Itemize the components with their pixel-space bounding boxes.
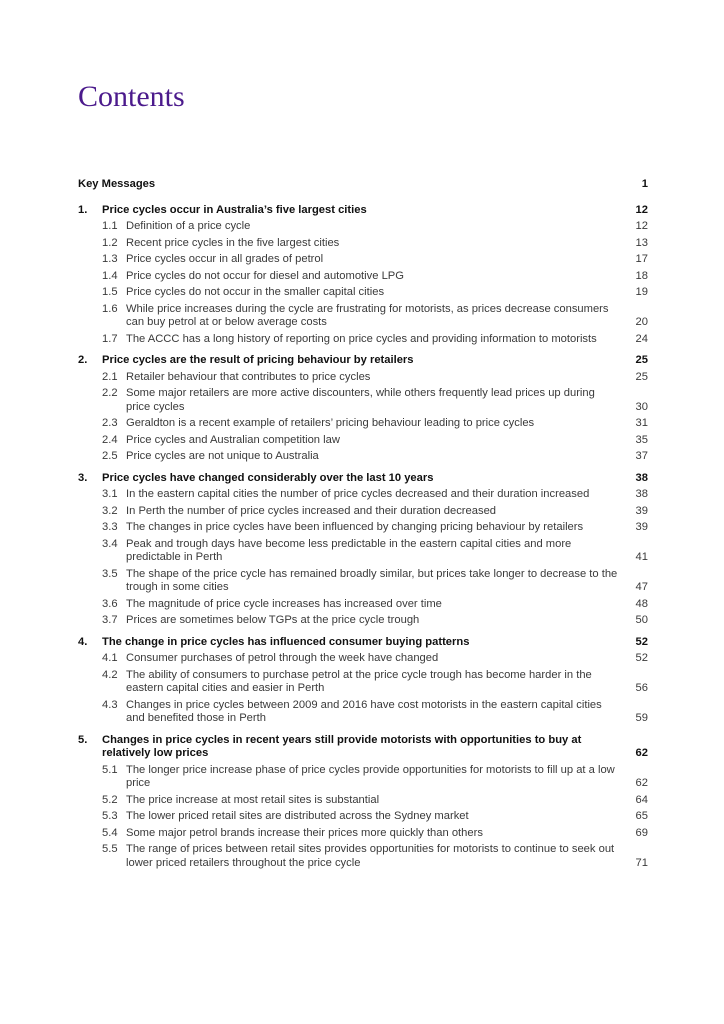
toc-subentry-label: Price cycles do not occur in the smaller capital cities xyxy=(126,286,385,298)
toc-section-number: 4. xyxy=(78,635,88,648)
toc-subentry-number: 1.7 xyxy=(102,332,118,345)
toc-subentry-label: Consumer purchases of petrol through the week have changed xyxy=(126,652,439,664)
toc-subentry-label: Recent price cycles in the five largest cities xyxy=(126,236,340,249)
toc-subentry[interactable] xyxy=(78,568,648,595)
toc-subentry-label: While price increases during the cycle are frustrating for motorists, as prices decrease consumers can buy petrol at or below average costs xyxy=(126,302,609,328)
toc-page-number: 71 xyxy=(635,856,648,869)
toc-subentry-number: 5.5 xyxy=(102,843,118,855)
toc-subentry-number: 1.4 xyxy=(102,269,118,282)
toc-subentry-number: 3.3 xyxy=(102,521,118,533)
toc-page-number: 12 xyxy=(635,220,648,232)
toc-subentry-label: The ACCC has a long history of reporting on price cycles and providing information to motorists xyxy=(126,332,597,345)
toc-page-number: 52 xyxy=(635,635,648,648)
toc-page-number: 13 xyxy=(635,236,648,249)
toc-subentry-number: 2.4 xyxy=(102,433,118,446)
toc-subentry-label: Peak and trough days have become less predictable in the eastern capital cities and more predictable in Perth xyxy=(126,537,572,563)
toc-page-number: 69 xyxy=(635,826,648,839)
toc-subentry[interactable] xyxy=(78,253,648,267)
toc-page-number: 62 xyxy=(635,747,648,759)
toc-page-number: 25 xyxy=(635,370,648,383)
toc-subentry-number: 1.5 xyxy=(102,286,118,298)
toc-section-heading[interactable] xyxy=(78,734,648,761)
toc-entry-label: Key Messages xyxy=(78,178,156,190)
toc-subentry[interactable] xyxy=(78,598,648,612)
page-title: Contents xyxy=(78,80,185,113)
toc-page-number: 38 xyxy=(635,471,648,484)
toc-subentry[interactable] xyxy=(78,699,648,726)
toc-subentry-number: 1.1 xyxy=(102,220,118,232)
toc-section-number: 5. xyxy=(78,733,88,746)
toc-subentry-number: 2.1 xyxy=(102,370,118,383)
toc-subentry-number: 3.5 xyxy=(102,567,118,580)
toc-subentry-label: Retailer behaviour that contributes to price cycles xyxy=(126,370,371,383)
toc-subentry-number: 5.3 xyxy=(102,810,118,822)
toc-page-number: 31 xyxy=(635,417,648,429)
toc-subentry[interactable] xyxy=(78,286,648,300)
toc-page-number: 1 xyxy=(641,178,648,190)
toc-page-number: 50 xyxy=(635,614,648,626)
toc-subentry-number: 4.3 xyxy=(102,698,118,711)
toc-section-label: The change in price cycles has influenced consumer buying patterns xyxy=(102,635,470,648)
toc-subentry-label: Some major petrol brands increase their prices more quickly than others xyxy=(126,826,483,839)
toc-subentry-label: Price cycles do not occur for diesel and automotive LPG xyxy=(126,269,404,282)
toc-section-4 xyxy=(78,636,648,726)
toc-section-1 xyxy=(78,204,648,347)
toc-page-number: 64 xyxy=(635,793,648,806)
toc-subentry-number: 2.2 xyxy=(102,387,118,399)
toc-subentry-label: The ability of consumers to purchase petrol at the price cycle trough has become harder in the eastern capital cities and easier in Perth xyxy=(126,668,592,694)
toc-page-number: 62 xyxy=(635,777,648,789)
toc-subentry-label: The magnitude of price cycle increases has increased over time xyxy=(126,597,442,610)
toc-subentry-label: The range of prices between retail sites provides opportunities for motorists to continue to seek out lower priced retailers throughout the price cycle xyxy=(126,843,615,869)
toc-subentry[interactable] xyxy=(78,371,648,385)
toc-subentry-label: In the eastern capital cities the number of price cycles decreased and their duration increased xyxy=(126,488,590,500)
toc-page-number: 52 xyxy=(635,652,648,664)
toc-page-number: 47 xyxy=(635,581,648,593)
toc-subentry[interactable] xyxy=(78,794,648,808)
toc-subentry-label: Geraldton is a recent example of retailers’ pricing behaviour leading to price cycles xyxy=(126,417,535,429)
toc-subentry[interactable] xyxy=(78,333,648,347)
toc-subentry-label: Price cycles occur in all grades of petrol xyxy=(126,253,324,265)
toc-page-number: 56 xyxy=(635,682,648,694)
toc-section-3 xyxy=(78,472,648,628)
toc-page-number: 39 xyxy=(635,504,648,517)
toc-subentry-label: Changes in price cycles between 2009 and 2016 have cost motorists in the eastern capital cities and benefited those in Perth xyxy=(126,698,602,724)
toc-section-heading[interactable] xyxy=(78,472,648,486)
toc-subentry-number: 4.1 xyxy=(102,652,118,664)
toc-page-number: 37 xyxy=(635,450,648,462)
toc-page-number: 59 xyxy=(635,712,648,724)
toc-subentry[interactable] xyxy=(78,220,648,234)
toc-section-2 xyxy=(78,354,648,464)
toc-subentry-label: Price cycles and Australian competition law xyxy=(126,433,340,446)
toc-subentry[interactable] xyxy=(78,505,648,519)
toc-subentry-label: The price increase at most retail sites is substantial xyxy=(126,793,380,806)
toc-page-number: 24 xyxy=(635,332,648,345)
toc-subentry[interactable] xyxy=(78,614,648,628)
toc-subentry[interactable] xyxy=(78,303,648,330)
toc-section-number: 1. xyxy=(78,203,88,216)
toc-subentry-label: The shape of the price cycle has remained broadly similar, but prices take longer to decrease to the trough in some cities xyxy=(126,567,618,593)
toc-section-label: Changes in price cycles in recent years still provide motorists with opportunities to buy at relatively low prices xyxy=(102,733,582,759)
toc-subentry-number: 3.1 xyxy=(102,488,118,500)
toc-page-number: 30 xyxy=(635,400,648,413)
toc-section-number: 3. xyxy=(78,471,88,484)
toc-subentry-number: 1.2 xyxy=(102,236,118,249)
toc-page-number: 20 xyxy=(635,316,648,328)
toc-page-number: 19 xyxy=(635,286,648,298)
toc-subentry-number: 3.2 xyxy=(102,504,118,517)
toc-section-heading[interactable] xyxy=(78,636,648,650)
toc-subentry[interactable] xyxy=(78,387,648,414)
toc-section-5 xyxy=(78,734,648,871)
toc-subentry[interactable] xyxy=(78,450,648,464)
toc-subentry-number: 5.4 xyxy=(102,826,118,839)
toc-section-label: Price cycles occur in Australia’s five largest cities xyxy=(102,203,367,216)
toc-section-heading[interactable] xyxy=(78,354,648,368)
toc-subentry-number: 4.2 xyxy=(102,668,118,681)
toc-page-number: 35 xyxy=(635,433,648,446)
toc-subentry-label: The changes in price cycles have been influenced by changing pricing behaviour by retailers xyxy=(126,521,584,533)
toc-subentry[interactable] xyxy=(78,237,648,251)
toc-section-heading[interactable] xyxy=(78,204,648,218)
toc-subentry[interactable] xyxy=(78,810,648,824)
toc-subentry-label: Some major retailers are more active discounters, while others frequently lead prices up during price cycles xyxy=(126,387,595,413)
toc-subentry[interactable] xyxy=(78,843,648,870)
toc-page-number: 12 xyxy=(635,203,648,216)
toc-subentry-number: 1.3 xyxy=(102,253,118,265)
toc-subentry-label: The longer price increase phase of price cycles provide opportunities for motorists to fill up at a low price xyxy=(126,763,615,789)
toc-subentry-number: 3.7 xyxy=(102,614,118,626)
toc-page-number: 41 xyxy=(635,551,648,563)
toc-section-label: Price cycles are the result of pricing behaviour by retailers xyxy=(102,354,414,366)
toc-page-number: 18 xyxy=(635,269,648,282)
toc-subentry-number: 5.1 xyxy=(102,763,118,776)
toc-subentry-number: 5.2 xyxy=(102,793,118,806)
toc-subentry-number: 3.6 xyxy=(102,597,118,610)
toc-subentry[interactable] xyxy=(78,270,648,284)
toc-subentry-label: Prices are sometimes below TGPs at the price cycle trough xyxy=(126,614,420,626)
toc-subentry-number: 2.3 xyxy=(102,417,118,429)
toc-subentry-number: 3.4 xyxy=(102,537,118,550)
toc-entry-key-messages[interactable] xyxy=(78,178,648,192)
toc-subentry[interactable] xyxy=(78,764,648,791)
toc-section-label: Price cycles have changed considerably over the last 10 years xyxy=(102,471,434,484)
toc-page-number: 25 xyxy=(635,354,648,366)
toc-subentry-label: Price cycles are not unique to Australia xyxy=(126,450,319,462)
toc-subentry[interactable] xyxy=(78,488,648,502)
toc-subentry[interactable] xyxy=(78,417,648,431)
toc-page-number: 38 xyxy=(635,488,648,500)
toc-subentry[interactable] xyxy=(78,652,648,666)
toc-page-number: 39 xyxy=(635,521,648,533)
toc-subentry[interactable] xyxy=(78,521,648,535)
toc-subentry-label: Definition of a price cycle xyxy=(126,220,251,232)
toc-section-number: 2. xyxy=(78,354,88,366)
toc-page-number: 48 xyxy=(635,597,648,610)
toc-page-number: 65 xyxy=(635,810,648,822)
table-of-contents xyxy=(78,178,648,878)
toc-subentry-label: In Perth the number of price cycles increased and their duration decreased xyxy=(126,504,497,517)
toc-subentry-number: 2.5 xyxy=(102,450,118,462)
toc-subentry-label: The lower priced retail sites are distributed across the Sydney market xyxy=(126,810,469,822)
toc-subentry[interactable] xyxy=(78,827,648,841)
toc-subentry[interactable] xyxy=(78,434,648,448)
toc-subentry-number: 1.6 xyxy=(102,302,118,315)
toc-page-number: 17 xyxy=(635,253,648,265)
toc-subentry[interactable] xyxy=(78,669,648,696)
toc-subentry[interactable] xyxy=(78,538,648,565)
